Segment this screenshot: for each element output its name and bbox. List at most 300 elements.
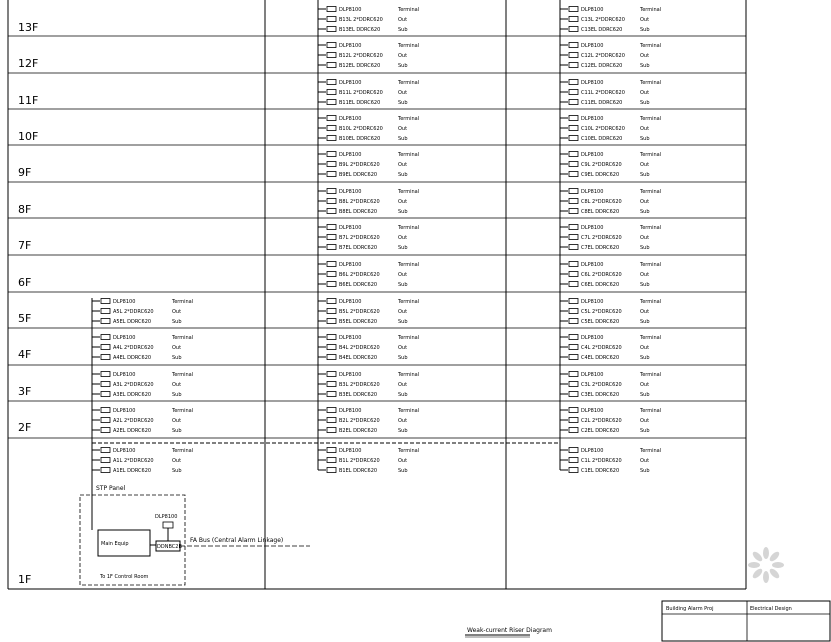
block-a-5f: [92, 299, 193, 326]
block-tag: Out: [640, 345, 650, 351]
device-box: [101, 392, 110, 397]
device-box: [569, 245, 578, 250]
block-label: A1EL DDRC620: [113, 468, 152, 474]
device-box: [569, 199, 578, 204]
title-block: [465, 547, 830, 641]
block-tag: Terminal: [398, 43, 420, 49]
block-label: A5EL DDRC620: [113, 319, 152, 325]
block-tag: Out: [640, 53, 650, 59]
device-box: [569, 126, 578, 131]
floor-label-13f: 13F: [18, 21, 39, 34]
stp-panel-box: [80, 485, 310, 585]
block-tag: Terminal: [640, 7, 662, 13]
device-box: [569, 418, 578, 423]
block-tag: Out: [398, 162, 408, 168]
block-tag: Terminal: [640, 335, 662, 341]
block-b-6f: [318, 262, 419, 289]
device-box: [569, 100, 578, 105]
device-box: [569, 27, 578, 32]
floor-label-9f: 9F: [18, 166, 32, 179]
block-b-8f: [318, 189, 419, 216]
block-c-11f: [560, 80, 661, 107]
block-b-11f: [318, 80, 419, 107]
block-label: B9EL DDRC620: [339, 172, 378, 178]
block-c-3f: [560, 372, 661, 399]
block-c-4f: [560, 335, 661, 362]
watermark-petal: [748, 562, 760, 568]
device-box: [327, 428, 336, 433]
device-box: [327, 53, 336, 58]
device-box: [327, 355, 336, 360]
block-tag: Out: [172, 382, 182, 388]
block-label: B3EL DDRC620: [339, 392, 378, 398]
device-box: [327, 152, 336, 157]
title-block-cell-1: Building Alarm Proj: [666, 606, 714, 612]
device-box: [327, 245, 336, 250]
block-label: C4EL DDRC620: [581, 355, 620, 361]
device-box: [569, 458, 578, 463]
block-tag: Sub: [640, 100, 650, 106]
floor-label-10f: 10F: [18, 130, 39, 143]
block-label: C6L 2*DDRC620: [581, 272, 622, 278]
block-label: DLP8100: [581, 408, 604, 414]
block-label: DLP8100: [581, 372, 604, 378]
block-tag: Terminal: [398, 225, 420, 231]
block-label: C7L 2*DDRC620: [581, 235, 622, 241]
device-box: [327, 299, 336, 304]
device-box: [569, 172, 578, 177]
block-label: DLP8100: [113, 372, 136, 378]
block-label: A3L 2*DDRC620: [113, 382, 154, 388]
block-label: B6L 2*DDRC620: [339, 272, 380, 278]
block-a-1f: [92, 448, 193, 475]
block-tag: Terminal: [640, 299, 662, 305]
floor-label-1f: 1F: [18, 573, 32, 586]
block-label: B4EL DDRC620: [339, 355, 378, 361]
block-tag: Terminal: [398, 80, 420, 86]
block-label: C1L 2*DDRC620: [581, 458, 622, 464]
block-c-12f: [560, 43, 661, 70]
device-box: [101, 408, 110, 413]
block-tag: Sub: [640, 282, 650, 288]
watermark-petal: [772, 562, 784, 568]
block-tag: Terminal: [640, 116, 662, 122]
block-label: DLP8100: [113, 299, 136, 305]
block-label: C3L 2*DDRC620: [581, 382, 622, 388]
block-b-13f: [318, 7, 419, 34]
watermark-petal: [751, 550, 764, 563]
device-box: [327, 319, 336, 324]
device-box: [569, 63, 578, 68]
block-tag: Sub: [398, 468, 408, 474]
device-box: [101, 448, 110, 453]
device-box: [569, 468, 578, 473]
diagram-title: Weak-current Riser Diagram: [467, 627, 552, 634]
block-label: DLP8100: [339, 116, 362, 122]
block-tag: Sub: [398, 355, 408, 361]
block-label: B12L 2*DDRC620: [339, 53, 383, 59]
block-tag: Sub: [398, 172, 408, 178]
device-box: [569, 355, 578, 360]
stp-bottom-note: To 1F Control Room: [100, 574, 149, 580]
block-label: A2L 2*DDRC620: [113, 418, 154, 424]
block-label: DLP8100: [581, 189, 604, 195]
device-box: [569, 392, 578, 397]
block-label: DLP8100: [339, 225, 362, 231]
block-c-10f: [560, 116, 661, 143]
device-box: [569, 428, 578, 433]
block-label: B2L 2*DDRC620: [339, 418, 380, 424]
block-label: C13EL DDRC620: [581, 27, 623, 33]
block-tag: Out: [398, 382, 408, 388]
block-tag: Terminal: [172, 372, 194, 378]
block-label: DLP8100: [581, 262, 604, 268]
device-box: [569, 17, 578, 22]
device-box: [569, 225, 578, 230]
block-b-10f: [318, 116, 419, 143]
device-box: [101, 309, 110, 314]
block-tag: Out: [640, 90, 650, 96]
block-label: B1L 2*DDRC620: [339, 458, 380, 464]
block-label: DLP8100: [339, 189, 362, 195]
device-box: [101, 458, 110, 463]
device-box: [327, 408, 336, 413]
block-label: DLP8100: [581, 7, 604, 13]
block-label: DLP8100: [339, 372, 362, 378]
device-box: [569, 345, 578, 350]
block-tag: Terminal: [172, 299, 194, 305]
block-tag: Out: [640, 418, 650, 424]
block-tag: Out: [398, 235, 408, 241]
device-box: [327, 448, 336, 453]
block-label: C8L 2*DDRC620: [581, 199, 622, 205]
device-box: [569, 90, 578, 95]
block-label: B13EL DDRC620: [339, 27, 381, 33]
block-tag: Out: [398, 345, 408, 351]
stp-title: STP Panel: [96, 485, 126, 492]
floor-label-4f: 4F: [18, 348, 32, 361]
block-tag: Sub: [398, 27, 408, 33]
block-tag: Sub: [398, 63, 408, 69]
block-label: C5L 2*DDRC620: [581, 309, 622, 315]
block-a-4f: [92, 335, 193, 362]
device-box: [327, 418, 336, 423]
watermark-petal: [763, 547, 769, 559]
block-label: C11EL DDRC620: [581, 100, 623, 106]
block-label: A5L 2*DDRC620: [113, 309, 154, 315]
block-label: B5EL DDRC620: [339, 319, 378, 325]
device-box: [327, 382, 336, 387]
block-label: B8EL DDRC620: [339, 209, 378, 215]
block-b-9f: [318, 152, 419, 179]
block-c-6f: [560, 262, 661, 289]
device-box: [101, 319, 110, 324]
block-tag: Sub: [640, 468, 650, 474]
floor-label-7f: 7F: [18, 239, 32, 252]
block-label: C7EL DDRC620: [581, 245, 620, 251]
device-box: [327, 80, 336, 85]
block-tag: Out: [398, 53, 408, 59]
block-tag: Out: [640, 458, 650, 464]
block-tag: Sub: [172, 428, 182, 434]
block-label: DLP8100: [581, 152, 604, 158]
block-label: C9L 2*DDRC620: [581, 162, 622, 168]
device-box: [569, 43, 578, 48]
block-label: C2L 2*DDRC620: [581, 418, 622, 424]
block-tag: Out: [398, 199, 408, 205]
device-box: [569, 262, 578, 267]
device-box: [327, 468, 336, 473]
block-label: C6EL DDRC620: [581, 282, 620, 288]
device-box: [327, 43, 336, 48]
block-c-7f: [560, 225, 661, 252]
block-b-3f: [318, 372, 419, 399]
block-label: C12L 2*DDRC620: [581, 53, 625, 59]
block-tag: Out: [398, 418, 408, 424]
block-tag: Terminal: [398, 448, 420, 454]
device-box: [327, 136, 336, 141]
block-tag: Sub: [398, 392, 408, 398]
block-label: DLP8100: [339, 43, 362, 49]
device-box: [327, 27, 336, 32]
block-tag: Sub: [398, 100, 408, 106]
device-box: [569, 53, 578, 58]
watermark-logo: [748, 547, 784, 583]
block-label: DLP8100: [581, 43, 604, 49]
block-tag: Out: [640, 272, 650, 278]
block-tag: Sub: [640, 27, 650, 33]
device-box: [569, 382, 578, 387]
block-label: C4L 2*DDRC620: [581, 345, 622, 351]
device-box: [569, 272, 578, 277]
stp-sub-label: DDNBC2B: [157, 544, 182, 550]
block-tag: Terminal: [640, 80, 662, 86]
block-tag: Out: [172, 418, 182, 424]
block-tag: Terminal: [640, 152, 662, 158]
device-box: [569, 299, 578, 304]
block-b-7f: [318, 225, 419, 252]
block-tag: Sub: [398, 319, 408, 325]
device-box: [569, 282, 578, 287]
block-tag: Terminal: [640, 225, 662, 231]
block-tag: Terminal: [398, 299, 420, 305]
device-box: [327, 392, 336, 397]
block-label: DLP8100: [581, 448, 604, 454]
block-a-3f: [92, 372, 193, 399]
device-box: [327, 335, 336, 340]
block-tag: Terminal: [640, 448, 662, 454]
device-box: [327, 209, 336, 214]
block-tag: Terminal: [398, 116, 420, 122]
block-tag: Sub: [640, 428, 650, 434]
block-label: B10L 2*DDRC620: [339, 126, 383, 132]
device-box: [569, 448, 578, 453]
block-label: A2EL DDRC620: [113, 428, 152, 434]
device-box: [327, 282, 336, 287]
watermark-petal: [768, 550, 781, 563]
block-b-1f: [318, 448, 419, 475]
floor-label-6f: 6F: [18, 276, 32, 289]
block-tag: Terminal: [398, 152, 420, 158]
block-tag: Out: [172, 309, 182, 315]
device-box: [101, 428, 110, 433]
device-box: [569, 309, 578, 314]
block-tag: Terminal: [172, 448, 194, 454]
block-tag: Sub: [640, 355, 650, 361]
block-tag: Terminal: [640, 262, 662, 268]
block-tag: Terminal: [398, 262, 420, 268]
block-b-12f: [318, 43, 419, 70]
block-c-5f: [560, 299, 661, 326]
device-box: [101, 372, 110, 377]
device-box: [327, 189, 336, 194]
block-c-2f: [560, 408, 661, 435]
block-label: B4L 2*DDRC620: [339, 345, 380, 351]
block-label: B11L 2*DDRC620: [339, 90, 383, 96]
watermark-petal: [768, 567, 781, 580]
block-label: B11EL DDRC620: [339, 100, 381, 106]
block-label: B13L 2*DDRC620: [339, 17, 383, 23]
stp-dashed-outline: [80, 495, 185, 585]
block-tag: Out: [398, 309, 408, 315]
block-label: B5L 2*DDRC620: [339, 309, 380, 315]
block-label: C3EL DDRC620: [581, 392, 620, 398]
block-tag: Terminal: [398, 7, 420, 13]
block-label: DLP8100: [339, 335, 362, 341]
block-tag: Out: [172, 458, 182, 464]
block-tag: Out: [398, 458, 408, 464]
block-label: B9L 2*DDRC620: [339, 162, 380, 168]
device-box: [569, 335, 578, 340]
block-label: A4EL DDRC620: [113, 355, 152, 361]
block-c-9f: [560, 152, 661, 179]
device-box: [569, 80, 578, 85]
watermark-petal: [751, 567, 764, 580]
block-tag: Terminal: [640, 189, 662, 195]
device-box: [569, 7, 578, 12]
block-tag: Terminal: [172, 335, 194, 341]
device-box: [327, 116, 336, 121]
block-label: DLP8100: [339, 262, 362, 268]
block-label: DLP8100: [581, 116, 604, 122]
device-box: [569, 408, 578, 413]
block-c-13f: [560, 7, 661, 34]
grid-lines: [8, 0, 746, 589]
block-label: C11L 2*DDRC620: [581, 90, 625, 96]
device-box: [327, 63, 336, 68]
block-tag: Sub: [172, 392, 182, 398]
block-label: A3EL DDRC620: [113, 392, 152, 398]
block-label: B1EL DDRC620: [339, 468, 378, 474]
block-tag: Out: [640, 382, 650, 388]
device-box: [327, 309, 336, 314]
block-tag: Out: [640, 235, 650, 241]
device-box: [569, 235, 578, 240]
block-tag: Sub: [172, 468, 182, 474]
block-label: B7EL DDRC620: [339, 245, 378, 251]
watermark-petal: [763, 571, 769, 583]
device-box: [569, 319, 578, 324]
block-tag: Out: [640, 126, 650, 132]
block-tag: Terminal: [640, 372, 662, 378]
device-box: [327, 90, 336, 95]
device-box: [101, 345, 110, 350]
block-label: DLP8100: [339, 448, 362, 454]
block-label: DLP8100: [113, 448, 136, 454]
device-box: [569, 209, 578, 214]
stp-panel-icon: [163, 522, 173, 528]
block-tag: Out: [172, 345, 182, 351]
block-tag: Sub: [398, 209, 408, 215]
block-tag: Terminal: [398, 372, 420, 378]
block-tag: Terminal: [172, 408, 194, 414]
device-box: [327, 262, 336, 267]
block-tag: Sub: [640, 319, 650, 325]
block-c-1f: [560, 448, 661, 475]
block-tag: Out: [640, 17, 650, 23]
device-box: [569, 152, 578, 157]
block-tag: Sub: [398, 245, 408, 251]
block-label: C8EL DDRC620: [581, 209, 620, 215]
block-label: DLP8100: [113, 408, 136, 414]
block-tag: Sub: [640, 63, 650, 69]
block-label: B10EL DDRC620: [339, 136, 381, 142]
block-label: DLP8100: [339, 80, 362, 86]
block-label: B2EL DDRC620: [339, 428, 378, 434]
device-box: [569, 116, 578, 121]
device-box: [327, 172, 336, 177]
block-label: C9EL DDRC620: [581, 172, 620, 178]
block-label: A4L 2*DDRC620: [113, 345, 154, 351]
watermark-center: [762, 561, 770, 569]
stp-arrow-label: FA Bus (Central Alarm Linkage): [190, 537, 284, 544]
block-label: DLP8100: [581, 80, 604, 86]
floor-label-2f: 2F: [18, 421, 32, 434]
device-box: [569, 372, 578, 377]
block-label: C10L 2*DDRC620: [581, 126, 625, 132]
block-tag: Terminal: [398, 335, 420, 341]
device-box: [101, 355, 110, 360]
floor-label-5f: 5F: [18, 312, 32, 325]
block-tag: Sub: [398, 136, 408, 142]
block-label: DLP8100: [339, 299, 362, 305]
device-box: [569, 162, 578, 167]
device-box: [101, 335, 110, 340]
floor-labels: [18, 21, 38, 586]
device-box: [327, 235, 336, 240]
block-label: B8L 2*DDRC620: [339, 199, 380, 205]
block-tag: Out: [398, 126, 408, 132]
block-label: DLP8100: [581, 335, 604, 341]
block-b-5f: [318, 299, 419, 326]
block-label: DLP8100: [581, 225, 604, 231]
block-tag: Sub: [172, 355, 182, 361]
block-tag: Sub: [398, 428, 408, 434]
device-box: [569, 189, 578, 194]
block-a-2f: [92, 408, 193, 435]
block-label: DLP8100: [339, 7, 362, 13]
device-blocks: [92, 0, 661, 530]
block-b-2f: [318, 408, 419, 435]
device-box: [327, 272, 336, 277]
block-tag: Out: [398, 90, 408, 96]
block-label: C1EL DDRC620: [581, 468, 620, 474]
device-box: [101, 382, 110, 387]
device-box: [327, 199, 336, 204]
block-tag: Sub: [640, 136, 650, 142]
block-tag: Terminal: [640, 408, 662, 414]
block-tag: Sub: [640, 392, 650, 398]
